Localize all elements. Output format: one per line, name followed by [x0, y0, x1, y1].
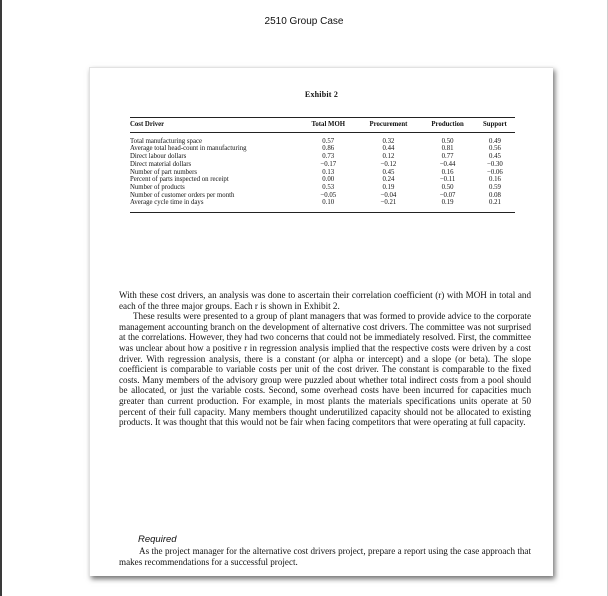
cell-production: −0.44	[439, 160, 456, 168]
table-row	[130, 153, 515, 161]
table-body	[130, 132, 515, 212]
table-row	[130, 192, 515, 200]
cell-cost-driver: Number of part numbers	[130, 168, 198, 176]
table-row	[130, 145, 515, 153]
cell-procurement: −0.12	[380, 160, 397, 168]
exhibit-title: Exhibit 2	[304, 90, 339, 99]
cell-total-moh: 0.57	[322, 137, 335, 145]
table-row	[130, 169, 515, 177]
cell-support: 0.08	[488, 191, 501, 199]
document-title: 2510 Group Case	[264, 16, 344, 27]
cell-support: 0.59	[488, 183, 501, 191]
column-header-procurement: Procurement	[369, 121, 408, 128]
table-row	[130, 132, 515, 145]
cell-production: 0.50	[441, 183, 454, 191]
cell-total-moh: 0.10	[322, 199, 335, 207]
cell-procurement: 0.24	[382, 176, 395, 184]
cell-procurement: −0.04	[380, 191, 397, 199]
cell-cost-driver: Number of customer orders per month	[130, 191, 235, 199]
cell-total-moh: 0.86	[322, 145, 335, 153]
cell-total-moh: 0.00	[322, 176, 335, 184]
cell-total-moh: 0.13	[322, 168, 335, 176]
column-header-support: Support	[483, 121, 507, 128]
cell-procurement: 0.12	[382, 153, 395, 161]
cell-procurement: −0.21	[380, 199, 397, 207]
scanned-page	[89, 67, 553, 576]
column-header-cost-driver: Cost Driver	[130, 121, 165, 128]
cell-total-moh: 0.73	[322, 153, 335, 161]
cell-procurement: 0.45	[382, 168, 395, 176]
cell-production: 0.19	[441, 199, 454, 207]
cell-production: 0.81	[441, 145, 454, 153]
cell-cost-driver: Percent of parts inspected on receipt	[130, 176, 229, 184]
cell-support: 0.45	[488, 153, 501, 161]
column-header-total-moh: Total MOH	[311, 121, 346, 128]
cell-cost-driver: Average total head-count in manufacturing	[130, 145, 247, 153]
cell-cost-driver: Average cycle time in days	[130, 199, 204, 207]
cell-total-moh: −0.05	[320, 191, 337, 199]
table-row	[130, 199, 515, 212]
cell-support: 0.49	[488, 137, 501, 145]
column-header-production: Production	[431, 121, 464, 128]
cell-support: 0.21	[488, 199, 501, 207]
cell-procurement: 0.44	[382, 145, 395, 153]
cell-production: 0.50	[441, 137, 454, 145]
table-row	[130, 161, 515, 169]
required-text: As the project manager for the alternative cost drivers project, prepare a report using the case approach that makes recommendations for a successful project.	[119, 546, 531, 567]
table-row	[130, 176, 515, 184]
cell-procurement: 0.19	[382, 183, 395, 191]
cell-total-moh: 0.53	[322, 183, 335, 191]
cell-cost-driver: Number of products	[130, 183, 185, 191]
body-text	[119, 290, 531, 428]
cell-support: 0.16	[488, 176, 501, 184]
table-header-row	[130, 118, 515, 133]
cell-support: −0.06	[487, 168, 503, 176]
table-row	[130, 184, 515, 192]
cell-cost-driver: Direct labour dollars	[130, 153, 187, 161]
cell-cost-driver: Total manufacturing space	[130, 137, 202, 145]
exhibit-table	[130, 117, 515, 213]
cell-total-moh: −0.17	[320, 160, 337, 168]
paragraph-2: These results were presented to a group of plant managers that was formed to provide advice to the corporate management accounting branch on the development of alternative cost drivers. The committee was not surprised at the correlations. However, they had two concerns that could not be immediately resolved. First, the committee was unclear about how a positive r in regression analysis implied that the respective costs were driven by a cost driver. With regression analysis, there is a constant (or alpha or intercept) and a slope (or beta). The slope coefficient is comparable to variable costs per unit of the cost driver. The constant is comparable to the fixed costs. Many members of the advisory group were puzzled about whether total indirect costs from a pool should be allocated, or just the variable costs. Second, some overhead costs have been incurred for capacities much greater than current production. For example, in most plants the materials specifications units operate at 50 percent of their full capacity. Many members thought underutilized capacity should not be allocated to existing products. It was thought that this would not be fair when facing competitors that were operating at full capacity.	[119, 311, 531, 428]
cell-support: −0.30	[487, 160, 503, 168]
cell-production: −0.11	[439, 176, 456, 184]
cell-procurement: 0.32	[382, 137, 395, 145]
paragraph-1: With these cost drivers, an analysis was done to ascertain their correlation coefficient (r) with MOH in total and each of the three major groups. Each r is shown in Exhibit 2.	[119, 290, 531, 311]
cell-production: −0.07	[439, 191, 456, 199]
cell-production: 0.77	[441, 153, 454, 161]
cell-cost-driver: Direct material dollars	[130, 160, 192, 168]
cell-production: 0.16	[441, 168, 454, 176]
cell-support: 0.56	[488, 145, 501, 153]
left-border	[0, 0, 2, 596]
required-heading: Required	[138, 534, 177, 545]
